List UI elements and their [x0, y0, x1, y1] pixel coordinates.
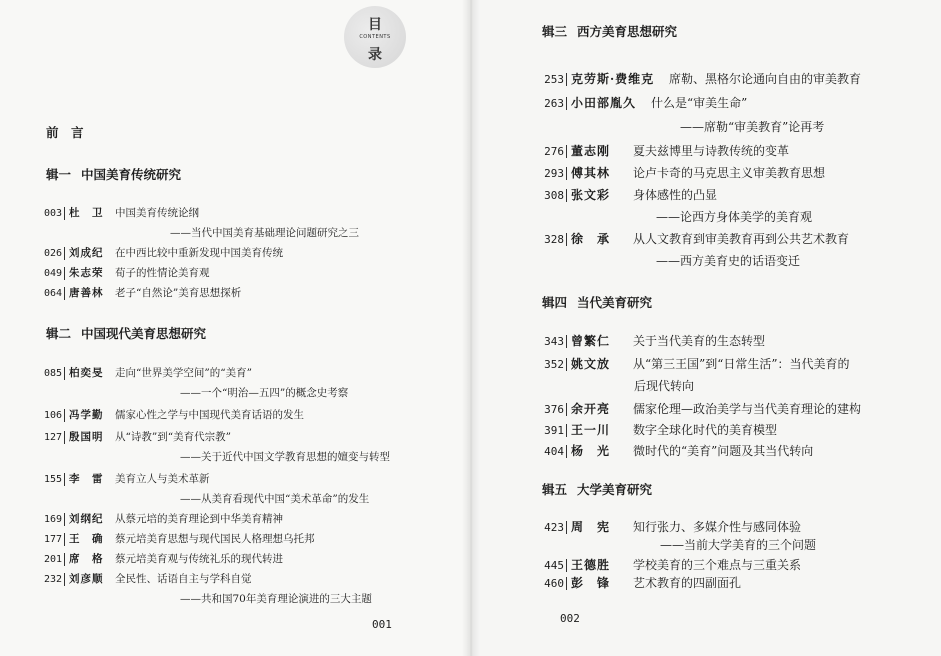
toc-author: 姚文放 — [571, 357, 611, 371]
page-folio: 002 — [560, 612, 580, 625]
section-heading — [542, 293, 652, 311]
toc-author: 徐 承 — [571, 232, 611, 246]
toc-page-number: 391 — [544, 424, 564, 437]
toc-author: 周 宪 — [571, 520, 611, 534]
toc-page-number: 460 — [544, 577, 564, 590]
toc-entry — [538, 332, 765, 350]
toc-title: 知行张力、多媒介性与感同体验 — [633, 520, 802, 534]
toc-author: 彭 锋 — [571, 576, 611, 590]
toc-subtitle: ——西方美育史的话语变迁 — [656, 254, 801, 268]
toc-title: 中国美育传统论纲 — [115, 207, 199, 219]
toc-author: 董志刚 — [571, 144, 611, 158]
toc-entry — [538, 442, 813, 460]
toc-author: 殷国明 — [69, 431, 104, 443]
toc-title: 儒家伦理—政治美学与当代美育理论的建构 — [633, 402, 862, 416]
section-label: 辑三 — [542, 24, 568, 39]
toc-subtitle: ——当前大学美育的三个问题 — [660, 538, 817, 552]
toc-author: 冯学勤 — [69, 409, 104, 421]
toc-page-number: 085 — [43, 368, 62, 379]
toc-page-number: 003 — [43, 208, 62, 219]
toc-title: 身体感性的凸显 — [633, 188, 718, 202]
section-title: 大学美育研究 — [577, 482, 653, 497]
toc-author: 王德胜 — [571, 558, 611, 572]
toc-page-number: 328 — [544, 233, 564, 246]
toc-subtitle: ——一个“明治—五四”的概念史考察 — [180, 387, 349, 399]
toc-author: 唐善林 — [69, 287, 104, 299]
toc-title: 从蔡元培的美育理论到中华美育精神 — [115, 513, 283, 525]
toc-entry — [40, 530, 315, 548]
toc-title: 美育立人与美术革新 — [115, 473, 210, 485]
section-heading — [46, 165, 181, 183]
toc-author: 刘纲纪 — [69, 513, 104, 525]
toc-author: 刘成纪 — [69, 247, 104, 259]
toc-author: 刘彦顺 — [69, 573, 104, 585]
toc-page-number: 026 — [43, 248, 62, 259]
toc-page-number: 343 — [544, 335, 564, 348]
book-gutter-shadow — [462, 0, 480, 656]
page-folio: 001 — [372, 618, 392, 631]
toc-page-number: 232 — [43, 574, 62, 585]
toc-author: 克劳斯·费维克 — [571, 72, 655, 86]
toc-title: 在中西比较中重新发现中国美育传统 — [115, 247, 283, 259]
toc-entry — [40, 204, 199, 222]
toc-title: 艺术教育的四副面孔 — [633, 576, 742, 590]
toc-author: 王一川 — [571, 423, 611, 437]
toc-subtitle: ——从美育看现代中国“美术革命”的发生 — [180, 493, 370, 505]
toc-entry — [40, 284, 241, 302]
toc-title: 微时代的“美育”问题及其当代转向 — [633, 444, 814, 458]
badge-contents-label: CONTENTS — [359, 34, 391, 40]
toc-title: 席勒、黑格尔论通向自由的审美教育 — [669, 72, 862, 86]
section-title: 中国美育传统研究 — [81, 167, 182, 182]
toc-entry — [538, 142, 789, 160]
toc-author: 王 确 — [69, 533, 104, 545]
toc-title: 夏夫兹博里与诗教传统的变革 — [633, 144, 790, 158]
toc-entry — [40, 510, 283, 528]
toc-title: 论卢卡奇的马克思主义审美教育思想 — [633, 166, 826, 180]
toc-entry — [538, 186, 717, 204]
toc-title: 什么是“审美生命” — [651, 96, 748, 110]
toc-title: 从“诗教”到“美育代宗教” — [115, 431, 231, 443]
toc-entry — [538, 230, 849, 248]
toc-title: 蔡元培美育思想与现代国民人格理想乌托邦 — [115, 533, 315, 545]
toc-subtitle: 后现代转向 — [634, 379, 695, 393]
toc-entry — [40, 364, 252, 382]
toc-page-number: 276 — [544, 145, 564, 158]
toc-entry — [538, 164, 825, 182]
toc-entry — [40, 264, 210, 282]
toc-entry — [538, 400, 861, 418]
toc-author: 张文彩 — [571, 188, 611, 202]
toc-entry — [40, 406, 304, 424]
section-heading — [46, 324, 206, 342]
toc-title: 关于当代美育的生态转型 — [633, 334, 766, 348]
toc-entry — [538, 355, 850, 373]
toc-title: 老子“自然论”美育思想探析 — [115, 287, 242, 299]
toc-title: 蔡元培美育观与传统礼乐的现代转进 — [115, 553, 283, 565]
toc-page-number: 127 — [43, 432, 62, 443]
toc-entry — [538, 94, 747, 112]
section-label: 辑一 — [46, 167, 72, 182]
toc-title: 数字全球化时代的美育模型 — [633, 423, 778, 437]
toc-subtitle: ——共和国70年美育理论演进的三大主题 — [180, 593, 372, 605]
toc-author: 小田部胤久 — [571, 96, 637, 110]
toc-subtitle: ——当代中国美育基础理论问题研究之三 — [170, 227, 359, 239]
toc-subtitle: ——论西方身体美学的美育观 — [656, 210, 813, 224]
toc-entry — [40, 428, 231, 446]
toc-page-number: 049 — [43, 268, 62, 279]
toc-page-number: 253 — [544, 73, 564, 86]
contents-badge — [344, 6, 406, 68]
toc-subtitle: ——关于近代中国文学教育思想的嬗变与转型 — [180, 451, 390, 463]
preface-heading: 前 言 — [46, 125, 84, 140]
toc-author: 杜 卫 — [69, 207, 104, 219]
toc-entry — [538, 518, 801, 536]
section-label: 辑五 — [542, 482, 568, 497]
toc-entry — [538, 70, 861, 88]
section-title: 西方美育思想研究 — [577, 24, 678, 39]
toc-page-number: 293 — [544, 167, 564, 180]
toc-entry — [40, 244, 283, 262]
toc-title: 走向“世界美学空间”的“美育” — [115, 367, 252, 379]
toc-author: 余开亮 — [571, 402, 611, 416]
toc-page-number: 404 — [544, 445, 564, 458]
toc-title: 从人文教育到审美教育再到公共艺术教育 — [633, 232, 850, 246]
toc-entry — [40, 550, 283, 568]
toc-title: 儒家心性之学与中国现代美育话语的发生 — [115, 409, 304, 421]
badge-bottom-char: 录 — [368, 47, 382, 63]
toc-page-number: 201 — [43, 554, 62, 565]
toc-page-number: 169 — [43, 514, 62, 525]
toc-page-number: 445 — [544, 559, 564, 572]
toc-title: 学校美育的三个难点与三重关系 — [633, 558, 802, 572]
toc-page-number: 177 — [43, 534, 62, 545]
toc-page-number: 106 — [43, 410, 62, 421]
left-page — [0, 0, 470, 656]
right-page — [470, 0, 941, 656]
toc-page-number: 155 — [43, 474, 62, 485]
toc-entry — [40, 470, 210, 488]
toc-author: 朱志荣 — [69, 267, 104, 279]
toc-title: 全民性、话语自主与学科自觉 — [115, 573, 252, 585]
toc-author: 傅其林 — [571, 166, 611, 180]
section-title: 当代美育研究 — [577, 295, 653, 310]
toc-page-number: 352 — [544, 358, 564, 371]
section-title: 中国现代美育思想研究 — [81, 326, 207, 341]
section-label: 辑二 — [46, 326, 72, 341]
toc-title: 荀子的性情论美育观 — [115, 267, 210, 279]
toc-author: 李 雷 — [69, 473, 104, 485]
toc-entry — [538, 556, 801, 574]
toc-page-number: 423 — [544, 521, 564, 534]
toc-subtitle: ——席勒“审美教育”论再考 — [680, 120, 825, 134]
toc-author: 曾繁仁 — [571, 334, 611, 348]
section-heading — [542, 22, 677, 40]
toc-author: 杨 光 — [571, 444, 611, 458]
toc-page-number: 064 — [43, 288, 62, 299]
toc-author: 柏奕旻 — [69, 367, 104, 379]
section-label: 辑四 — [542, 295, 568, 310]
toc-page-number: 376 — [544, 403, 564, 416]
toc-page-number: 263 — [544, 97, 564, 110]
toc-title: 从“第三王国”到“日常生活”：当代美育的 — [633, 357, 850, 371]
toc-entry — [538, 574, 741, 592]
toc-entry — [40, 570, 252, 588]
toc-entry — [538, 421, 777, 439]
toc-page-number: 308 — [544, 189, 564, 202]
toc-author: 席 格 — [69, 553, 104, 565]
badge-top-char: 目 — [368, 17, 382, 33]
section-heading — [542, 480, 652, 498]
